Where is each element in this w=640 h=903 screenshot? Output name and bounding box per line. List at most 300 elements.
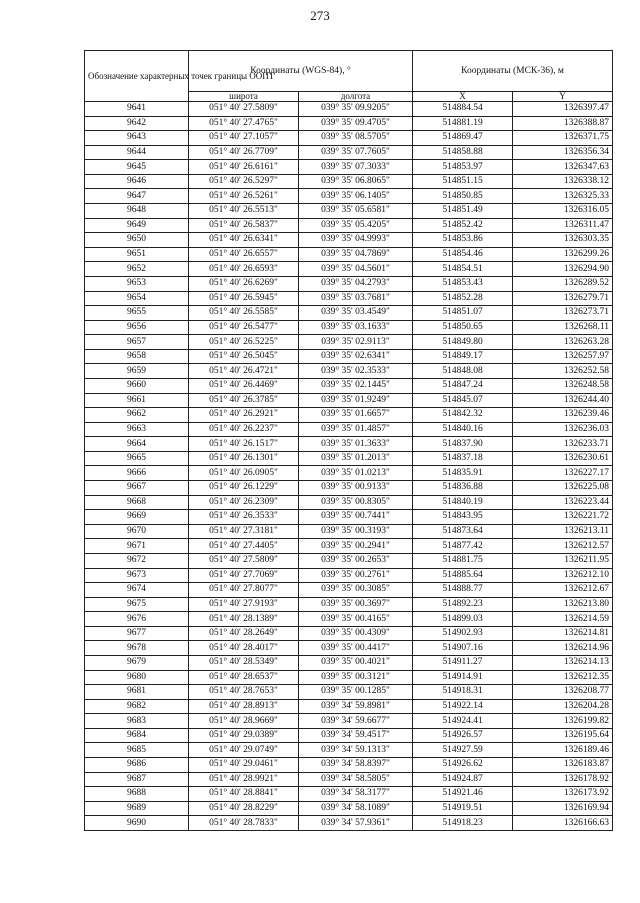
latitude-cell: 051° 40' 26.5045" — [189, 349, 299, 364]
longitude-cell: 039° 35' 00.1285" — [299, 685, 413, 700]
point-number: 9644 — [85, 145, 189, 160]
point-number: 9688 — [85, 787, 189, 802]
table-row — [85, 539, 613, 554]
point-number: 9674 — [85, 583, 189, 598]
point-number: 9658 — [85, 349, 189, 364]
y-cell: 1326248.58 — [513, 378, 613, 393]
header-y: Y — [513, 92, 613, 102]
longitude-cell: 039° 34' 58.3177" — [299, 787, 413, 802]
longitude-cell: 039° 35' 00.2761" — [299, 568, 413, 583]
table-row — [85, 335, 613, 350]
table-row — [85, 291, 613, 306]
longitude-cell: 039° 35' 00.4309" — [299, 626, 413, 641]
longitude-cell: 039° 34' 57.9361" — [299, 816, 413, 831]
table-row — [85, 670, 613, 685]
point-number: 9653 — [85, 276, 189, 291]
y-cell: 1326233.71 — [513, 437, 613, 452]
x-cell: 514884.54 — [413, 102, 513, 117]
table-row — [85, 772, 613, 787]
y-cell: 1326325.33 — [513, 189, 613, 204]
point-number: 9661 — [85, 393, 189, 408]
y-cell: 1326214.96 — [513, 641, 613, 656]
y-cell: 1326208.77 — [513, 685, 613, 700]
point-number: 9681 — [85, 685, 189, 700]
longitude-cell: 039° 35' 03.7681" — [299, 291, 413, 306]
x-cell: 514852.28 — [413, 291, 513, 306]
longitude-cell: 039° 35' 08.5705" — [299, 131, 413, 146]
x-cell: 514888.77 — [413, 583, 513, 598]
point-number: 9646 — [85, 174, 189, 189]
x-cell: 514926.62 — [413, 758, 513, 773]
y-cell: 1326252.58 — [513, 364, 613, 379]
latitude-cell: 051° 40' 26.2921" — [189, 408, 299, 423]
point-number: 9689 — [85, 801, 189, 816]
longitude-cell: 039° 35' 04.9993" — [299, 233, 413, 248]
table-row — [85, 422, 613, 437]
point-number: 9690 — [85, 816, 189, 831]
point-number: 9643 — [85, 131, 189, 146]
longitude-cell: 039° 35' 01.3633" — [299, 437, 413, 452]
table-row — [85, 262, 613, 277]
point-number: 9664 — [85, 437, 189, 452]
y-cell: 1326347.63 — [513, 160, 613, 175]
table-row — [85, 451, 613, 466]
latitude-cell: 051° 40' 26.5261" — [189, 189, 299, 204]
point-number: 9668 — [85, 495, 189, 510]
x-cell: 514858.88 — [413, 145, 513, 160]
point-number: 9678 — [85, 641, 189, 656]
table-row — [85, 378, 613, 393]
longitude-cell: 039° 35' 02.3533" — [299, 364, 413, 379]
y-cell: 1326356.34 — [513, 145, 613, 160]
longitude-cell: 039° 34' 58.8397" — [299, 758, 413, 773]
point-number: 9673 — [85, 568, 189, 583]
x-cell: 514847.24 — [413, 378, 513, 393]
latitude-cell: 051° 40' 28.5349" — [189, 655, 299, 670]
x-cell: 514850.85 — [413, 189, 513, 204]
table-row — [85, 568, 613, 583]
x-cell: 514853.43 — [413, 276, 513, 291]
point-number: 9660 — [85, 378, 189, 393]
longitude-cell: 039° 35' 00.2941" — [299, 539, 413, 554]
latitude-cell: 051° 40' 26.5513" — [189, 204, 299, 219]
longitude-cell: 039° 35' 01.9249" — [299, 393, 413, 408]
table-row — [85, 728, 613, 743]
latitude-cell: 051° 40' 27.4765" — [189, 116, 299, 131]
y-cell: 1326244.40 — [513, 393, 613, 408]
x-cell: 514840.19 — [413, 495, 513, 510]
x-cell: 514902.93 — [413, 626, 513, 641]
header-wgs84: Координаты (WGS-84), ° — [189, 51, 413, 92]
point-number: 9641 — [85, 102, 189, 117]
point-number: 9655 — [85, 306, 189, 321]
table-row — [85, 131, 613, 146]
x-cell: 514840.16 — [413, 422, 513, 437]
point-number: 9686 — [85, 758, 189, 773]
table-row — [85, 524, 613, 539]
table-row — [85, 145, 613, 160]
latitude-cell: 051° 40' 26.5945" — [189, 291, 299, 306]
table-row — [85, 641, 613, 656]
table-row — [85, 758, 613, 773]
x-cell: 514842.32 — [413, 408, 513, 423]
longitude-cell: 039° 35' 01.6657" — [299, 408, 413, 423]
latitude-cell: 051° 40' 27.9193" — [189, 597, 299, 612]
x-cell: 514877.42 — [413, 539, 513, 554]
latitude-cell: 051° 40' 26.1301" — [189, 451, 299, 466]
table-row — [85, 393, 613, 408]
longitude-cell: 039° 35' 02.6341" — [299, 349, 413, 364]
table-row — [85, 801, 613, 816]
table-row — [85, 714, 613, 729]
point-number: 9669 — [85, 510, 189, 525]
y-cell: 1326227.17 — [513, 466, 613, 481]
x-cell: 514927.59 — [413, 743, 513, 758]
latitude-cell: 051° 40' 26.5477" — [189, 320, 299, 335]
point-number: 9665 — [85, 451, 189, 466]
header-msk36: Координаты (МСК-36), м — [413, 51, 613, 92]
longitude-cell: 039° 34' 58.1089" — [299, 801, 413, 816]
point-number: 9659 — [85, 364, 189, 379]
x-cell: 514850.65 — [413, 320, 513, 335]
latitude-cell: 051° 40' 27.5809" — [189, 102, 299, 117]
y-cell: 1326213.80 — [513, 597, 613, 612]
table-row — [85, 597, 613, 612]
x-cell: 514914.91 — [413, 670, 513, 685]
latitude-cell: 051° 40' 28.9669" — [189, 714, 299, 729]
latitude-cell: 051° 40' 26.2237" — [189, 422, 299, 437]
longitude-cell: 039° 35' 00.8305" — [299, 495, 413, 510]
x-cell: 514837.18 — [413, 451, 513, 466]
point-number: 9675 — [85, 597, 189, 612]
latitude-cell: 051° 40' 28.1389" — [189, 612, 299, 627]
x-cell: 514919.51 — [413, 801, 513, 816]
y-cell: 1326230.61 — [513, 451, 613, 466]
longitude-cell: 039° 35' 00.3697" — [299, 597, 413, 612]
longitude-cell: 039° 35' 00.3121" — [299, 670, 413, 685]
latitude-cell: 051° 40' 27.1057" — [189, 131, 299, 146]
latitude-cell: 051° 40' 29.0389" — [189, 728, 299, 743]
latitude-cell: 051° 40' 27.7069" — [189, 568, 299, 583]
longitude-cell: 039° 35' 04.5601" — [299, 262, 413, 277]
longitude-cell: 039° 35' 02.9113" — [299, 335, 413, 350]
latitude-cell: 051° 40' 27.4405" — [189, 539, 299, 554]
y-cell: 1326212.67 — [513, 583, 613, 598]
x-cell: 514899.03 — [413, 612, 513, 627]
table-row — [85, 466, 613, 481]
longitude-cell: 039° 35' 05.4205" — [299, 218, 413, 233]
latitude-cell: 051° 40' 28.2649" — [189, 626, 299, 641]
latitude-cell: 051° 40' 28.8913" — [189, 699, 299, 714]
x-cell: 514892.23 — [413, 597, 513, 612]
x-cell: 514873.64 — [413, 524, 513, 539]
point-number: 9647 — [85, 189, 189, 204]
table-row — [85, 233, 613, 248]
table-row — [85, 306, 613, 321]
table-row — [85, 510, 613, 525]
point-number: 9676 — [85, 612, 189, 627]
x-cell: 514835.91 — [413, 466, 513, 481]
latitude-cell: 051° 40' 27.8077" — [189, 583, 299, 598]
point-number: 9671 — [85, 539, 189, 554]
point-number: 9652 — [85, 262, 189, 277]
longitude-cell: 039° 35' 03.1633" — [299, 320, 413, 335]
point-number: 9670 — [85, 524, 189, 539]
longitude-cell: 039° 35' 07.7605" — [299, 145, 413, 160]
latitude-cell: 051° 40' 26.2309" — [189, 495, 299, 510]
latitude-cell: 051° 40' 26.5837" — [189, 218, 299, 233]
y-cell: 1326183.87 — [513, 758, 613, 773]
table-body — [85, 102, 613, 831]
latitude-cell: 051° 40' 26.1229" — [189, 481, 299, 496]
y-cell: 1326211.95 — [513, 553, 613, 568]
table-row — [85, 204, 613, 219]
latitude-cell: 051° 40' 28.4017" — [189, 641, 299, 656]
table-row — [85, 553, 613, 568]
point-number: 9672 — [85, 553, 189, 568]
table-row — [85, 743, 613, 758]
y-cell: 1326299.26 — [513, 247, 613, 262]
table-row — [85, 816, 613, 831]
y-cell: 1326303.35 — [513, 233, 613, 248]
point-number: 9684 — [85, 728, 189, 743]
longitude-cell: 039° 35' 00.4021" — [299, 655, 413, 670]
point-number: 9682 — [85, 699, 189, 714]
latitude-cell: 051° 40' 26.3533" — [189, 510, 299, 525]
x-cell: 514918.23 — [413, 816, 513, 831]
longitude-cell: 039° 35' 00.7441" — [299, 510, 413, 525]
longitude-cell: 039° 34' 59.8981" — [299, 699, 413, 714]
y-cell: 1326213.11 — [513, 524, 613, 539]
x-cell: 514853.86 — [413, 233, 513, 248]
point-number: 9657 — [85, 335, 189, 350]
table-row — [85, 320, 613, 335]
x-cell: 514836.88 — [413, 481, 513, 496]
y-cell: 1326225.08 — [513, 481, 613, 496]
x-cell: 514849.17 — [413, 349, 513, 364]
x-cell: 514926.57 — [413, 728, 513, 743]
longitude-cell: 039° 34' 59.1313" — [299, 743, 413, 758]
header-longitude: долгота — [299, 92, 413, 102]
y-cell: 1326316.05 — [513, 204, 613, 219]
point-number: 9687 — [85, 772, 189, 787]
point-number: 9651 — [85, 247, 189, 262]
table-row — [85, 612, 613, 627]
table-row — [85, 699, 613, 714]
header-latitude: широта — [189, 92, 299, 102]
longitude-cell: 039° 35' 04.7869" — [299, 247, 413, 262]
y-cell: 1326166.63 — [513, 816, 613, 831]
longitude-cell: 039° 35' 00.4165" — [299, 612, 413, 627]
x-cell: 514852.42 — [413, 218, 513, 233]
y-cell: 1326169.94 — [513, 801, 613, 816]
latitude-cell: 051° 40' 28.7653" — [189, 685, 299, 700]
table-row — [85, 247, 613, 262]
latitude-cell: 051° 40' 26.4469" — [189, 378, 299, 393]
table-row — [85, 102, 613, 117]
x-cell: 514924.87 — [413, 772, 513, 787]
page-number: 273 — [310, 8, 330, 23]
x-cell: 514869.47 — [413, 131, 513, 146]
x-cell: 514881.75 — [413, 553, 513, 568]
y-cell: 1326279.71 — [513, 291, 613, 306]
point-number: 9662 — [85, 408, 189, 423]
latitude-cell: 051° 40' 26.1517" — [189, 437, 299, 452]
longitude-cell: 039° 35' 00.3193" — [299, 524, 413, 539]
x-cell: 514854.46 — [413, 247, 513, 262]
y-cell: 1326214.81 — [513, 626, 613, 641]
longitude-cell: 039° 35' 02.1445" — [299, 378, 413, 393]
x-cell: 514921.46 — [413, 787, 513, 802]
longitude-cell: 039° 34' 59.4517" — [299, 728, 413, 743]
longitude-cell: 039° 35' 09.9205" — [299, 102, 413, 117]
y-cell: 1326273.71 — [513, 306, 613, 321]
table-row — [85, 655, 613, 670]
point-number: 9649 — [85, 218, 189, 233]
latitude-cell: 051° 40' 26.6557" — [189, 247, 299, 262]
point-number: 9679 — [85, 655, 189, 670]
point-number: 9645 — [85, 160, 189, 175]
longitude-cell: 039° 35' 03.4549" — [299, 306, 413, 321]
latitude-cell: 051° 40' 28.7833" — [189, 816, 299, 831]
x-cell: 514922.14 — [413, 699, 513, 714]
latitude-cell: 051° 40' 26.6341" — [189, 233, 299, 248]
table-row — [85, 495, 613, 510]
x-cell: 514837.90 — [413, 437, 513, 452]
x-cell: 514848.08 — [413, 364, 513, 379]
latitude-cell: 051° 40' 28.6537" — [189, 670, 299, 685]
y-cell: 1326212.57 — [513, 539, 613, 554]
table-row — [85, 174, 613, 189]
y-cell: 1326311.47 — [513, 218, 613, 233]
point-number: 9685 — [85, 743, 189, 758]
longitude-cell: 039° 35' 01.0213" — [299, 466, 413, 481]
x-cell: 514851.49 — [413, 204, 513, 219]
longitude-cell: 039° 35' 05.6581" — [299, 204, 413, 219]
latitude-cell: 051° 40' 26.5225" — [189, 335, 299, 350]
latitude-cell: 051° 40' 28.9921" — [189, 772, 299, 787]
y-cell: 1326212.10 — [513, 568, 613, 583]
longitude-cell: 039° 35' 00.4417" — [299, 641, 413, 656]
y-cell: 1326263.28 — [513, 335, 613, 350]
table-row — [85, 160, 613, 175]
longitude-cell: 039° 35' 00.3085" — [299, 583, 413, 598]
x-cell: 514924.41 — [413, 714, 513, 729]
y-cell: 1326268.11 — [513, 320, 613, 335]
y-cell: 1326294.90 — [513, 262, 613, 277]
latitude-cell: 051° 40' 26.0905" — [189, 466, 299, 481]
table-row — [85, 116, 613, 131]
point-number: 9648 — [85, 204, 189, 219]
latitude-cell: 051° 40' 26.7709" — [189, 145, 299, 160]
x-cell: 514881.19 — [413, 116, 513, 131]
y-cell: 1326189.46 — [513, 743, 613, 758]
y-cell: 1326195.64 — [513, 728, 613, 743]
latitude-cell: 051° 40' 26.5585" — [189, 306, 299, 321]
table-row — [85, 626, 613, 641]
point-number: 9650 — [85, 233, 189, 248]
longitude-cell: 039° 35' 01.2013" — [299, 451, 413, 466]
point-number: 9667 — [85, 481, 189, 496]
y-cell: 1326178.92 — [513, 772, 613, 787]
y-cell: 1326214.13 — [513, 655, 613, 670]
table-row — [85, 349, 613, 364]
point-number: 9666 — [85, 466, 189, 481]
y-cell: 1326214.59 — [513, 612, 613, 627]
header-designation: Обозначение характерных точек границы ООПТ — [85, 51, 189, 102]
table-row — [85, 481, 613, 496]
point-number: 9683 — [85, 714, 189, 729]
latitude-cell: 051° 40' 26.6161" — [189, 160, 299, 175]
latitude-cell: 051° 40' 28.8841" — [189, 787, 299, 802]
longitude-cell: 039° 35' 06.8065" — [299, 174, 413, 189]
latitude-cell: 051° 40' 27.3181" — [189, 524, 299, 539]
y-cell: 1326199.82 — [513, 714, 613, 729]
y-cell: 1326212.35 — [513, 670, 613, 685]
latitude-cell: 051° 40' 28.8229" — [189, 801, 299, 816]
x-cell: 514911.27 — [413, 655, 513, 670]
x-cell: 514885.64 — [413, 568, 513, 583]
header-x: X — [413, 92, 513, 102]
x-cell: 514853.97 — [413, 160, 513, 175]
x-cell: 514851.15 — [413, 174, 513, 189]
y-cell: 1326239.46 — [513, 408, 613, 423]
latitude-cell: 051° 40' 26.4721" — [189, 364, 299, 379]
longitude-cell: 039° 35' 01.4857" — [299, 422, 413, 437]
latitude-cell: 051° 40' 29.0461" — [189, 758, 299, 773]
latitude-cell: 051° 40' 27.5809" — [189, 553, 299, 568]
y-cell: 1326289.52 — [513, 276, 613, 291]
longitude-cell: 039° 35' 06.1405" — [299, 189, 413, 204]
y-cell: 1326397.47 — [513, 102, 613, 117]
x-cell: 514854.51 — [413, 262, 513, 277]
table-row — [85, 685, 613, 700]
longitude-cell: 039° 35' 09.4705" — [299, 116, 413, 131]
point-number: 9642 — [85, 116, 189, 131]
table-row — [85, 276, 613, 291]
x-cell: 514845.07 — [413, 393, 513, 408]
point-number: 9663 — [85, 422, 189, 437]
table-row — [85, 787, 613, 802]
point-number: 9677 — [85, 626, 189, 641]
y-cell: 1326388.87 — [513, 116, 613, 131]
point-number: 9656 — [85, 320, 189, 335]
latitude-cell: 051° 40' 29.0749" — [189, 743, 299, 758]
x-cell: 514907.16 — [413, 641, 513, 656]
table-row — [85, 364, 613, 379]
table-row — [85, 437, 613, 452]
x-cell: 514843.95 — [413, 510, 513, 525]
y-cell: 1326371.75 — [513, 131, 613, 146]
x-cell: 514918.31 — [413, 685, 513, 700]
coordinates-table — [84, 50, 613, 831]
x-cell: 514851.07 — [413, 306, 513, 321]
point-number: 9680 — [85, 670, 189, 685]
point-number: 9654 — [85, 291, 189, 306]
latitude-cell: 051° 40' 26.6593" — [189, 262, 299, 277]
table-row — [85, 408, 613, 423]
table-row — [85, 218, 613, 233]
table-row — [85, 189, 613, 204]
x-cell: 514849.80 — [413, 335, 513, 350]
y-cell: 1326221.72 — [513, 510, 613, 525]
latitude-cell: 051° 40' 26.6269" — [189, 276, 299, 291]
y-cell: 1326338.12 — [513, 174, 613, 189]
longitude-cell: 039° 35' 00.2653" — [299, 553, 413, 568]
longitude-cell: 039° 34' 59.6677" — [299, 714, 413, 729]
y-cell: 1326204.28 — [513, 699, 613, 714]
y-cell: 1326236.03 — [513, 422, 613, 437]
